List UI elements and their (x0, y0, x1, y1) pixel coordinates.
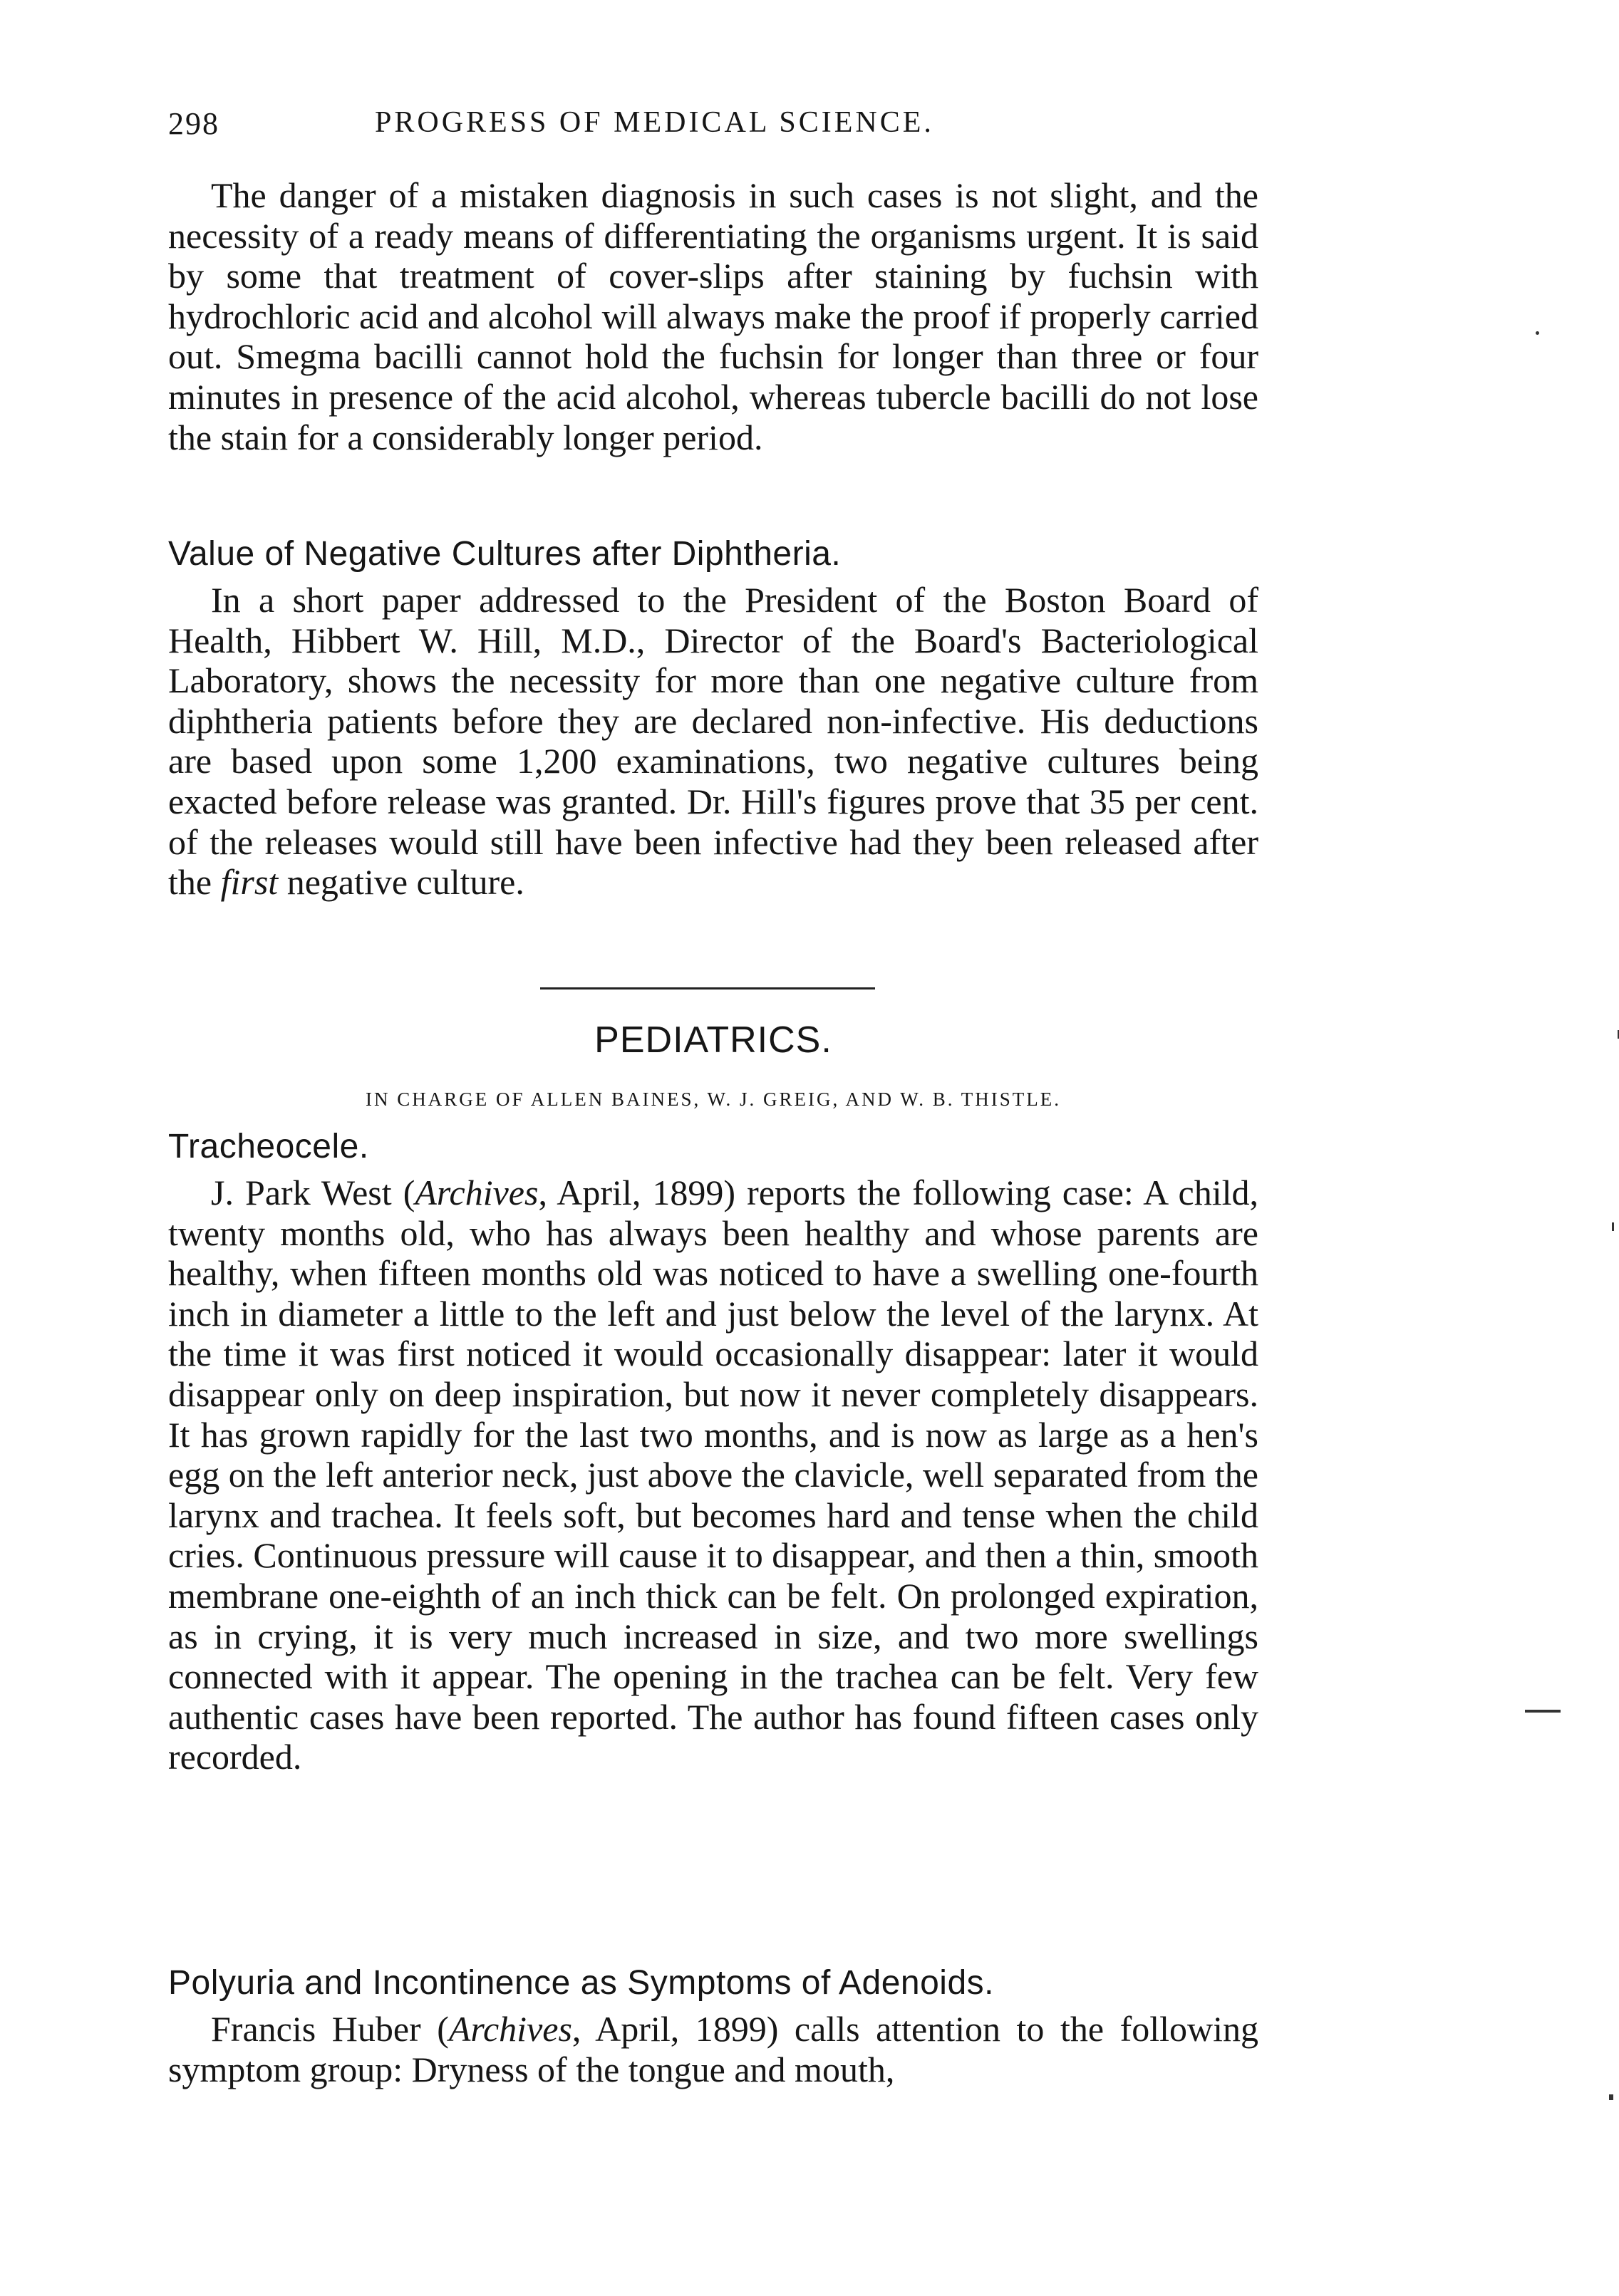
polyuria-heading: Polyuria and Incontinence as Symptoms of Adenoids. (168, 1964, 994, 2002)
polyuria-text-b: , April, 1899) calls attention to the following symptom group: Dryness of the tongue and mouth, (168, 2009, 1258, 2089)
section-title: PEDIATRICS. (594, 1019, 832, 1061)
tracheocele-paragraph (168, 1173, 1258, 1777)
polyuria-emphasis: Archives (448, 2009, 572, 2049)
negative-cultures-emphasis: first (220, 862, 279, 903)
scan-speck (1525, 1710, 1561, 1713)
polyuria-paragraph (168, 2009, 1258, 2089)
tracheocele-heading: Tracheocele. (168, 1128, 369, 1165)
scan-speck (1612, 1222, 1614, 1231)
intro-paragraph: The danger of a mistaken diagnosis in such cases is not slight, and the necessity of a ready means of differentiating the organisms urgent. It is said by some that treatment of cover-slips after staining by fuchsin with hydrochloric acid and alcohol will always make the proof if properly carried out. Smegma bacilli cannot hold the fuchsin for longer than three or four minutes in presence of the acid alcohol, whereas tubercle bacilli do not lose the stain for a considerably longer period. (168, 175, 1258, 457)
running-title: PROGRESS OF MEDICAL SCIENCE. (375, 106, 934, 139)
polyuria-article (168, 1962, 1258, 2089)
section-divider (540, 987, 875, 989)
negative-cultures-paragraph (168, 580, 1258, 903)
tracheocele-emphasis: Archives (415, 1173, 539, 1212)
tracheocele-article (168, 1126, 1258, 1777)
polyuria-text-a: Francis Huber ( (211, 2009, 449, 2049)
running-head (168, 105, 1258, 155)
negative-cultures-text-b: negative culture. (278, 862, 524, 903)
negative-cultures-article (168, 533, 1258, 903)
page-number: 298 (168, 106, 219, 141)
intro-block (168, 175, 1258, 457)
tracheocele-text-a: J. Park West ( (211, 1173, 415, 1212)
negative-cultures-heading: Value of Negative Cultures after Diphtheria. (168, 535, 842, 573)
tracheocele-text-b: , April, 1899) reports the following case: A child, twenty months old, who has always been healthy and whose parents are healthy, when fifteen months old was noticed to have a swelling one-fourth inch in diameter a little to the left and just below the level of the larynx. At the time it was first noticed it would occasionally disappear: later it would disappear only on deep inspiration, but now it never completely disappears. It has grown rapidly for the last two months, and is now as large as a hen's egg on the left anterior neck, just above the clavicle, well separated from the larynx and trachea. It feels soft, but becomes hard and tense when the child cries. Continuous pressure will cause it to disappear, and then a thin, smooth membrane one-eighth of an inch thick can be felt. On prolonged expiration, as in crying, it is very much increased in size, and two more swellings connected with it appear. The opening in the trachea can be felt. Very few authentic cases have been reported. The author has found fifteen cases only recorded. (168, 1173, 1258, 1777)
section-byline: IN CHARGE OF ALLEN BAINES, W. J. GREIG, AND W. B. THISTLE. (365, 1089, 1062, 1110)
scan-speck (1609, 2094, 1613, 2100)
negative-cultures-text-a: In a short paper addressed to the President of the Boston Board of Health, Hibbert W. Hill, M.D., Director of the Board's Bacteriological Laboratory, shows the necessity for more than one negative culture from diphtheria patients before they are declared non-infective. His deductions are based upon some 1,200 examinations, two negative cultures being exacted before release was granted. Dr. Hill's figures prove that 35 per cent. of the releases would still have been infective had they been released after the (168, 580, 1258, 903)
scan-speck (1536, 331, 1539, 335)
